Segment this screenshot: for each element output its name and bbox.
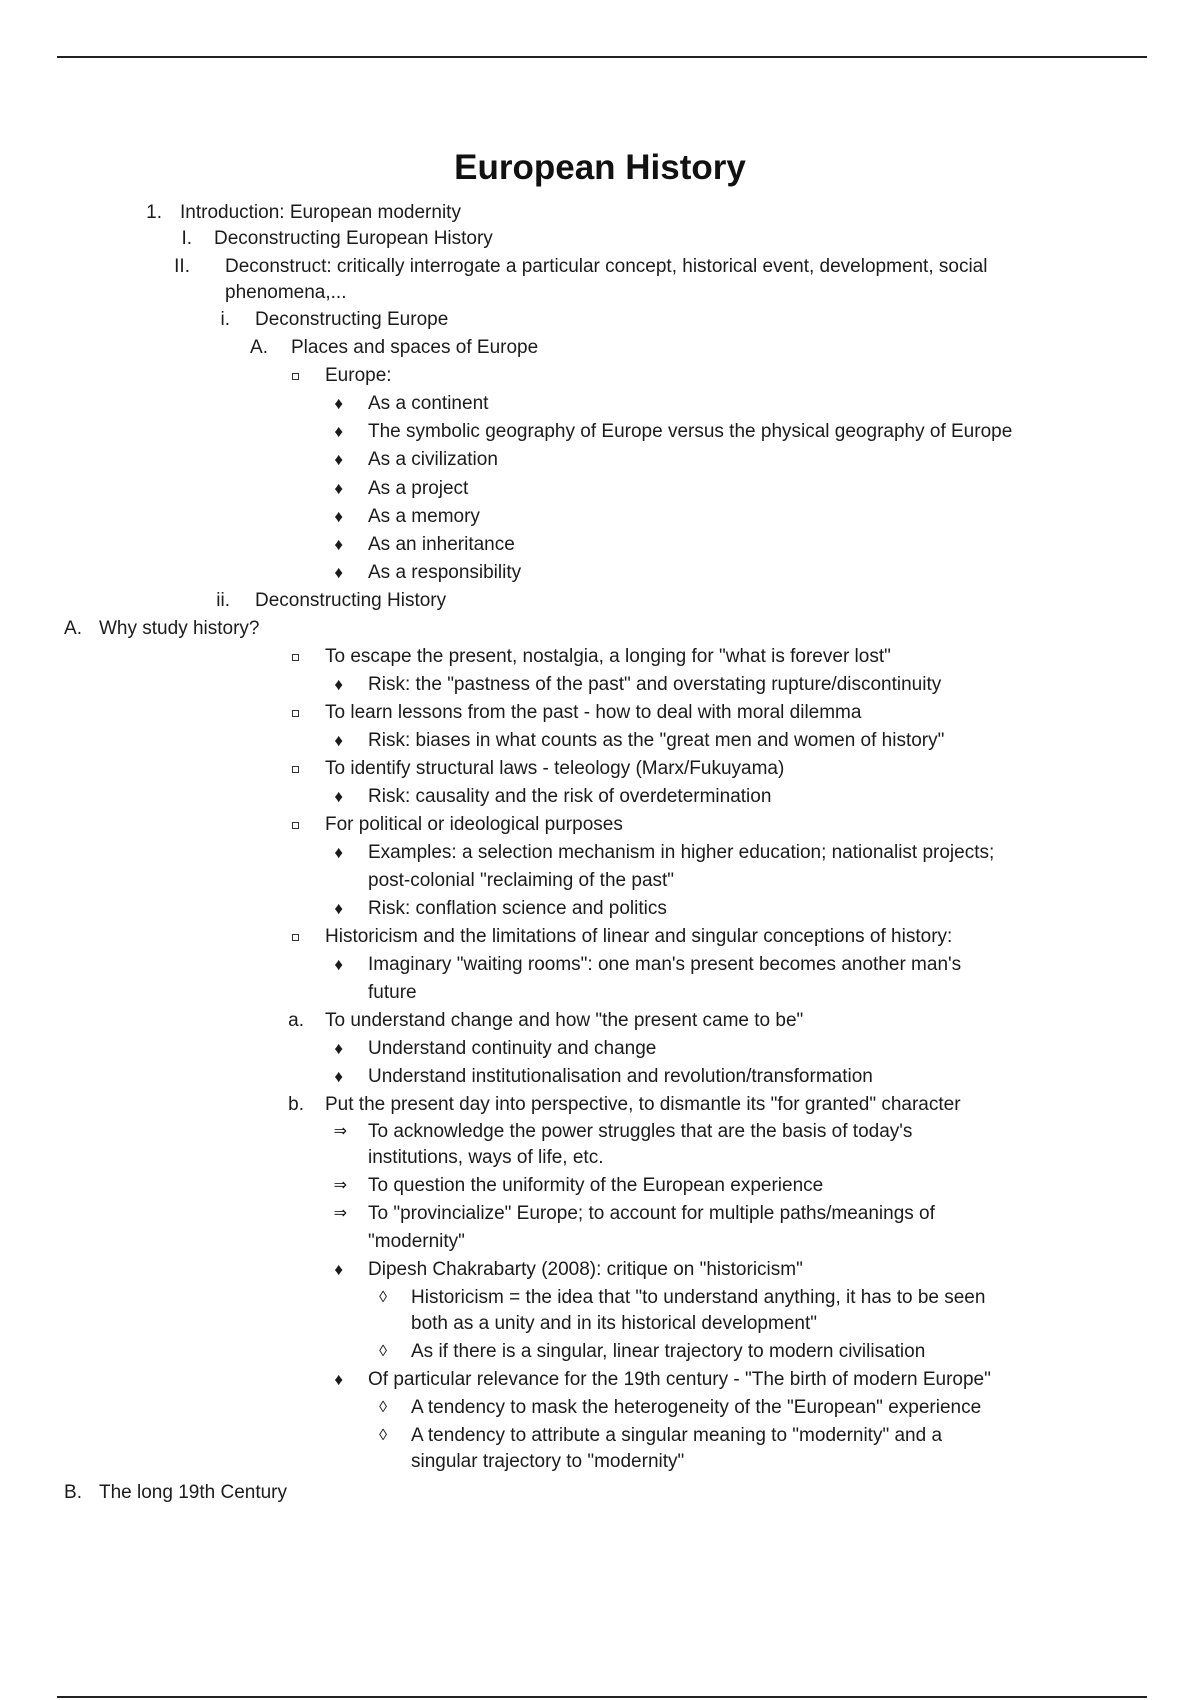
open-diamond-bullet-icon: ◊ [379,1399,387,1416]
outline-item-text: To question the uniformity of the European experience [368,1175,824,1196]
outline-item-text: Imaginary "waiting rooms": one man's present becomes another man's [368,954,962,975]
outline-item-text: A tendency to mask the heterogeneity of the "European" experience [411,1397,982,1418]
diamond-bullet-icon: ♦ [334,394,343,413]
list-marker: B. [64,1482,82,1503]
diamond-bullet-icon: ♦ [334,955,343,974]
outline-item-text: post-colonial "reclaiming of the past" [368,870,675,891]
list-marker: II. [174,256,190,277]
square-bullet-icon [292,373,299,380]
diamond-bullet-icon: ♦ [334,1039,343,1058]
outline-item-text: "modernity" [368,1231,465,1252]
outline-item-text: phenomena,... [225,282,347,303]
outline-item-text: Risk: biases in what counts as the "great men and women of history" [368,730,945,751]
diamond-bullet-icon: ♦ [334,479,343,498]
outline-item-text: Deconstructing European History [214,228,493,249]
outline-item-text: As a memory [368,506,480,527]
outline-item-text: Historicism and the limitations of linear and singular conceptions of history: [325,926,953,947]
outline-item-text: For political or ideological purposes [325,814,623,835]
outline-item-text: Of particular relevance for the 19th century - "The birth of modern Europe" [368,1369,991,1390]
list-marker: ii. [216,590,230,611]
outline-item-text: To escape the present, nostalgia, a longing for "what is forever lost" [325,646,891,667]
diamond-bullet-icon: ♦ [334,899,343,918]
list-marker: A. [64,618,82,639]
arrow-bullet-icon: ⇒ [333,1205,347,1222]
outline-item-text: The symbolic geography of Europe versus the physical geography of Europe [368,421,1013,442]
outline-item-text: Deconstructing History [255,590,447,611]
list-marker: b. [288,1094,304,1115]
outline-item-text: Why study history? [99,618,260,639]
outline-item-text: Deconstructing Europe [255,309,449,330]
outline-item-text: Introduction: European modernity [180,202,461,223]
square-bullet-icon [292,654,299,661]
outline-item-text: Risk: the "pastness of the past" and overstating rupture/discontinuity [368,674,942,695]
list-marker: I. [181,228,192,249]
outline-item-text: As if there is a singular, linear trajectory to modern civilisation [411,1341,926,1362]
outline-item-text: Places and spaces of Europe [291,337,539,358]
diamond-bullet-icon: ♦ [334,1370,343,1389]
outline-item-text: institutions, ways of life, etc. [368,1147,604,1168]
bottom-rule [57,1696,1147,1698]
outline-item-text: Put the present day into perspective, to dismantle its "for granted" character [325,1094,961,1115]
square-bullet-icon [292,710,299,717]
outline-item-text: A tendency to attribute a singular meaning to "modernity" and a [411,1425,943,1446]
diamond-bullet-icon: ♦ [334,843,343,862]
diamond-bullet-icon: ♦ [334,422,343,441]
outline-item-text: Europe: [325,365,392,386]
open-diamond-bullet-icon: ◊ [379,1427,387,1444]
list-marker: 1. [146,202,162,223]
outline-item-text: Risk: conflation science and politics [368,898,667,919]
diamond-bullet-icon: ♦ [334,787,343,806]
list-marker: A. [250,337,268,358]
diamond-bullet-icon: ♦ [334,507,343,526]
outline-item-text: Deconstruct: critically interrogate a particular concept, historical event, development, social [225,256,988,277]
outline-item-text: singular trajectory to "modernity" [411,1451,685,1472]
outline-item-text: Understand institutionalisation and revolution/transformation [368,1066,873,1087]
list-marker: i. [220,309,230,330]
diamond-bullet-icon: ♦ [334,675,343,694]
outline-item-text: As a continent [368,393,489,414]
square-bullet-icon [292,934,299,941]
diamond-bullet-icon: ♦ [334,1067,343,1086]
top-rule [57,56,1147,58]
arrow-bullet-icon: ⇒ [333,1177,347,1194]
outline-item-text: The long 19th Century [99,1482,288,1503]
outline-item-text: As a responsibility [368,562,522,583]
arrow-bullet-icon: ⇒ [333,1123,347,1140]
outline-item-text: both as a unity and in its historical development" [411,1313,817,1334]
outline-item-text: Risk: causality and the risk of overdetermination [368,786,772,807]
square-bullet-icon [292,766,299,773]
diamond-bullet-icon: ♦ [334,563,343,582]
outline-item-text: To "provincialize" Europe; to account for multiple paths/meanings of [368,1203,935,1224]
diamond-bullet-icon: ♦ [334,731,343,750]
outline-item-text: As an inheritance [368,534,515,555]
outline-item-text: Examples: a selection mechanism in higher education; nationalist projects; [368,842,995,863]
diamond-bullet-icon: ♦ [334,535,343,554]
outline-item-text: As a civilization [368,449,498,470]
open-diamond-bullet-icon: ◊ [379,1343,387,1360]
outline-item-text: Dipesh Chakrabarty (2008): critique on "historicism" [368,1259,803,1280]
outline-item-text: To learn lessons from the past - how to deal with moral dilemma [325,702,862,723]
outline-item-text: As a project [368,478,469,499]
square-bullet-icon [292,822,299,829]
outline-item-text: To acknowledge the power struggles that are the basis of today's [368,1121,913,1142]
diamond-bullet-icon: ♦ [334,450,343,469]
page-title: European History [454,148,746,187]
open-diamond-bullet-icon: ◊ [379,1289,387,1306]
outline-item-text: To understand change and how "the present came to be" [325,1010,804,1031]
outline-item-text: Historicism = the idea that "to understand anything, it has to be seen [411,1287,986,1308]
outline-item-text: To identify structural laws - teleology (Marx/Fukuyama) [325,758,785,779]
diamond-bullet-icon: ♦ [334,1260,343,1279]
outline-item-text: Understand continuity and change [368,1038,657,1059]
list-marker: a. [288,1010,304,1031]
outline-item-text: future [368,982,417,1003]
